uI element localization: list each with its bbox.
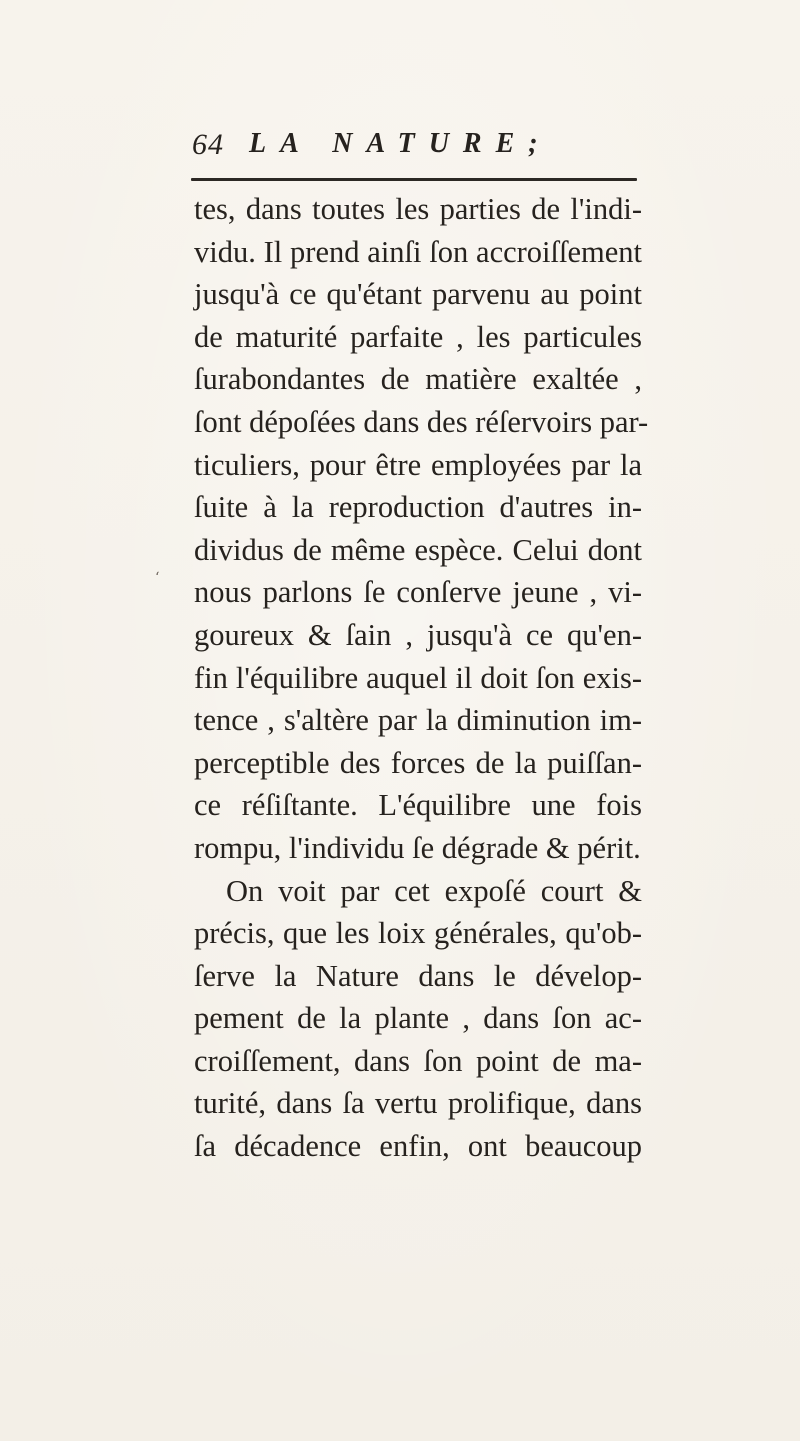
text-line: de maturité parfaite , les particules <box>194 319 642 354</box>
text-line: croiſſement, dans ſon point de ma- <box>194 1043 642 1078</box>
text-line: pement de la plante , dans ſon ac- <box>194 1001 642 1036</box>
text-line: ſerve la Nature dans le dévelop- <box>194 958 642 993</box>
text-line: ſurabondantes de matière exaltée , <box>194 362 642 397</box>
text-line: tes, dans toutes les parties de l'indi- <box>194 192 642 226</box>
text-line: jusqu'à ce qu'étant parvenu au point <box>194 277 642 312</box>
text-line: dividus de même espèce. Celui dont <box>194 532 642 567</box>
text-line: vidu. Il prend ainſi ſon accroiſſement <box>194 234 642 269</box>
text-line: ſuite à la reproduction d'autres in- <box>194 490 642 525</box>
text-line: ce réſiſtante. L'équilibre une fois <box>194 788 642 823</box>
text-line: ſont dépoſées dans des réſervoirs par- <box>194 404 649 439</box>
page-header <box>192 128 622 174</box>
header-rule <box>191 178 637 181</box>
text-line: ſa décadence enfin, ont beaucoup <box>194 1129 642 1164</box>
text-line: goureux & ſain , jusqu'à ce qu'en- <box>194 617 642 652</box>
running-title: LA NATURE; <box>249 128 552 159</box>
body-text <box>194 188 649 1168</box>
text-line: nous parlons ſe conſerve jeune , vi- <box>194 575 642 610</box>
text-line: précis, que les loix générales, qu'ob- <box>194 916 642 951</box>
text-line: rompu, l'individu ſe dégrade & périt. <box>194 830 641 865</box>
text-line: perceptible des forces de la puiſſan- <box>194 745 642 780</box>
margin-mark: ‘ <box>155 570 160 586</box>
text-line: On voit par cet expoſé court & <box>226 873 642 908</box>
text-line: ticuliers, pour être employées par la <box>194 447 642 482</box>
page-number: 64 <box>192 128 224 161</box>
text-line: turité, dans ſa vertu prolifique, dans <box>194 1086 642 1121</box>
text-line: tence , s'altère par la diminution im- <box>194 703 642 738</box>
text-line: fin l'équilibre auquel il doit ſon exis- <box>194 660 642 695</box>
